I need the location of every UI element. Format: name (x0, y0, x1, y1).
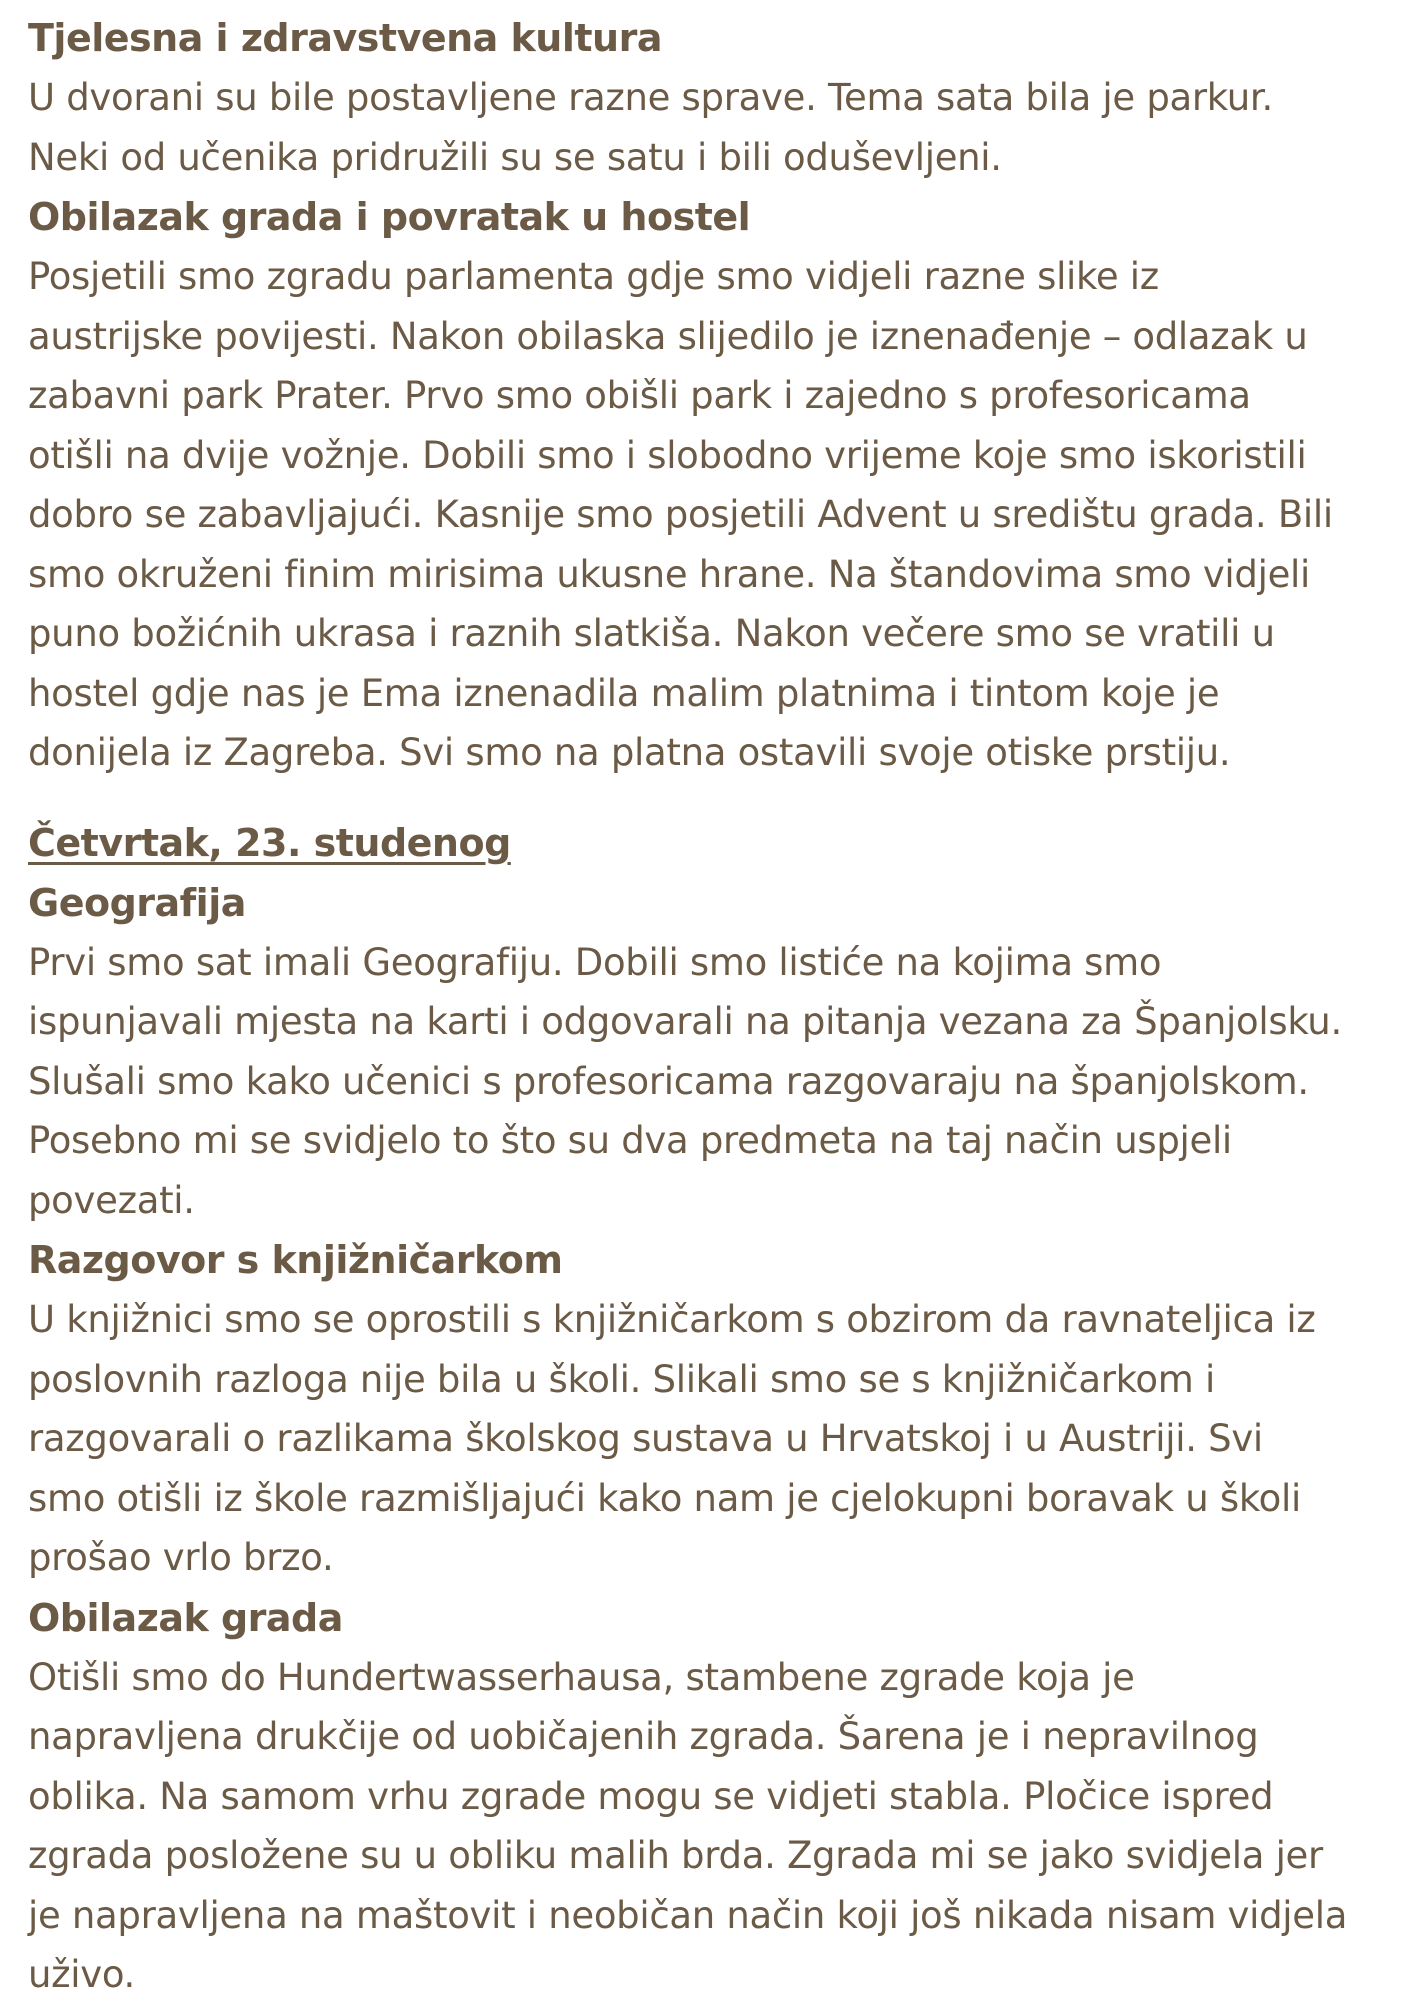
section-spacer (28, 783, 1386, 813)
section-heading-city-tour: Obilazak grada (28, 1595, 343, 1640)
section-text-city-tour: Otišli smo do Hundertwasserhausa, stambene zgrade koja je napravljena drukčije od uobičajenih zgrada. Šarena je i nepravilnog oblika. Na samom vrhu zgrade mogu se vidjeti stabla. Pločice ispred zgrada posložene su u obliku malih brda. Zgrada mi se jako svidjela jer je napravljena na maštovit i neobičan način koji još nikada nisam vidjela uživo. (28, 1655, 1348, 1996)
section-heading-city-tour-hostel: Obilazak grada i povratak u hostel (28, 195, 751, 239)
section-heading-tzk: Tjelesna i zdravstvena kultura (28, 16, 662, 60)
section-text-librarian: U knjižnici smo se oprostili s knjižničarkom s obzirom da ravnateljica iz poslovnih razloga nije bila u školi. Slikali smo se s knjižničarkom i razgovarali o razlikama školskog sustava u Hrvatskoj i u Austriji. Svi smo otišli iz škole razmišljajući kako nam je cjelokupni boravak u školi prošao vrlo brzo. (28, 1298, 1316, 1579)
date-heading: Četvrtak, 23. studenog (28, 820, 511, 865)
section-heading-librarian: Razgovor s knjižničarkom (28, 1238, 563, 1282)
section-text-geography: Prvi smo sat imali Geografiju. Dobili smo listiće na kojima smo ispunjavali mjesta na karti i odgovarali na pitanja vezana za Španjolsku. Slušali smo kako učenici s profesoricama razgovaraju na španjolskom. Posebno mi se svidjelo to što su dva predmeta na taj način uspjeli povezati. (28, 940, 1342, 1222)
section-text-tzk: U dvorani su bile postavljene razne sprave. Tema sata bila je parkur. Neki od učenika pridružili su se satu i bili oduševljeni. (28, 76, 1273, 179)
section-text-city-tour-hostel: Posjetili smo zgradu parlamenta gdje smo vidjeli razne slike iz austrijske povijesti. Nakon obilaska slijedilo je iznenađenje – odlazak u zabavni park Prater. Prvo smo obišli park i zajedno s profesoricama otišli na dvije vožnje. Dobili smo i slobodno vrijeme koje smo iskoristili dobro se zabavljajući. Kasnije smo posjetili Advent u središtu grada. Bili smo okruženi finim mirisima ukusne hrane. Na štandovima smo vidjeli puno božićnih ukrasa i raznih slatkiša. Nakon večere smo se vratili u hostel gdje nas je Ema iznenadila malim platnima i tintom koje je donijela iz Zagreba. Svi smo na platna ostavili svoje otiske prstiju. (28, 255, 1333, 774)
section-heading-geography: Geografija (28, 880, 246, 925)
